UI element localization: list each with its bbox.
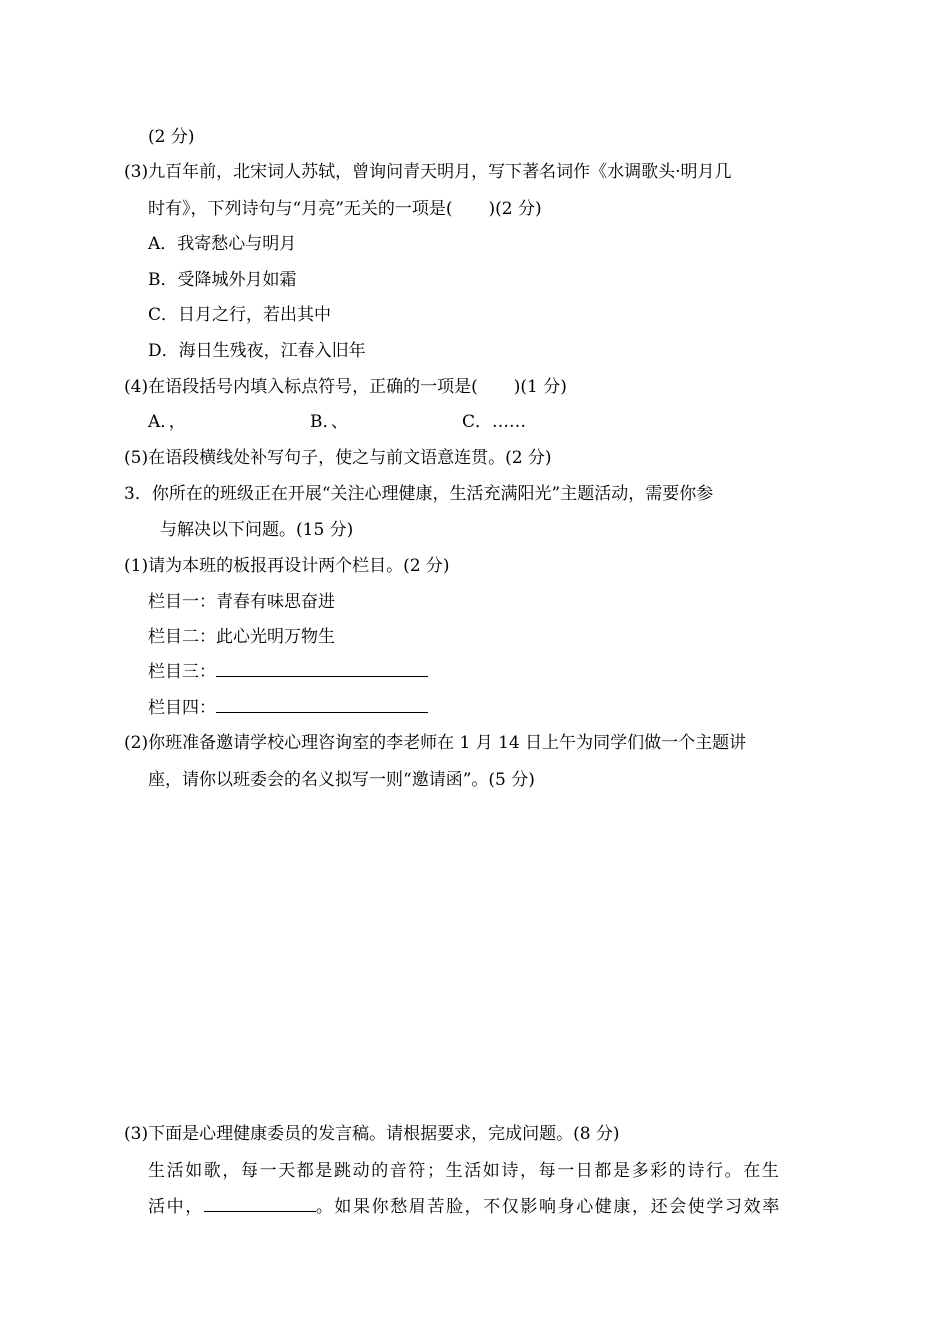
column-four-label: 栏目四：: [148, 698, 216, 718]
q2-3-score: )(2 分): [488, 199, 542, 219]
speech-text-b: 。如果你愁眉苦脸，不仅影响身心健康，还会使学习效率: [315, 1197, 781, 1217]
q2-3-option-d: D．海日生残夜，江春入旧年: [148, 341, 366, 361]
column-two: 栏目二：此心光明万物生: [148, 627, 335, 647]
column-four: [148, 696, 428, 720]
q2-4-score: )(1 分): [513, 377, 567, 397]
q3-2-stem-line2: 座，请你以班委会的名义拟写一则“邀请函”。(5 分): [148, 770, 535, 790]
q2-3-option-b: B．受降城外月如霜: [148, 270, 297, 290]
q2-4-option-a: A．，: [148, 412, 186, 432]
column-four-blank[interactable]: [216, 696, 428, 713]
q2-4-stem-text: (4)在语段括号内填入标点符号，正确的一项是(: [124, 377, 478, 397]
q3-3-stem: (3)下面是心理健康委员的发言稿。请根据要求，完成问题。(8 分): [124, 1124, 620, 1144]
q3-stem-line2: 与解决以下问题。(15 分): [160, 520, 354, 540]
q2-3-option-a: A．我寄愁心与明月: [148, 234, 297, 254]
q2-tail-score: (2 分): [148, 127, 195, 147]
speech-text-a: 活中，: [148, 1197, 204, 1217]
column-three-blank[interactable]: [216, 660, 428, 677]
column-one: 栏目一：青春有味思奋进: [148, 592, 335, 612]
q2-4-stem: [124, 375, 567, 399]
answer-space[interactable]: [124, 800, 814, 1110]
q2-3-stem-text: 时有》，下列诗句与“月亮”无关的一项是(: [148, 199, 453, 219]
q2-5-stem: (5)在语段横线处补写句子，使之与前文语意连贯。(2 分): [124, 448, 552, 468]
q3-2-stem-line1: (2)你班准备邀请学校心理咨询室的李老师在 1 月 14 日上午为同学们做一个主题讲: [124, 733, 747, 753]
q3-stem-line1: 3．你所在的班级正在开展“关注心理健康，生活充满阳光”主题活动，需要你参: [124, 484, 714, 504]
q3-1-stem: (1)请为本班的板报再设计两个栏目。(2 分): [124, 556, 450, 576]
q2-4-option-c: C．……: [462, 412, 527, 432]
q2-3-option-c: C．日月之行，若出其中: [148, 305, 332, 325]
q2-4-option-b: B．、: [310, 412, 348, 432]
speech-blank[interactable]: [204, 1195, 316, 1212]
q2-4-options: [148, 410, 598, 434]
q2-3-stem-line2: [148, 197, 542, 221]
speech-para-line1: 生活如歌，每一天都是跳动的音符；生活如诗，每一日都是多彩的诗行。在生: [148, 1161, 781, 1181]
speech-para-line2: [148, 1195, 781, 1219]
column-three-label: 栏目三：: [148, 662, 216, 682]
q2-3-stem-line1: (3)九百年前，北宋词人苏轼，曾询问青天明月，写下著名词作《水调歌头·明月几: [124, 162, 732, 182]
column-three: [148, 660, 428, 684]
